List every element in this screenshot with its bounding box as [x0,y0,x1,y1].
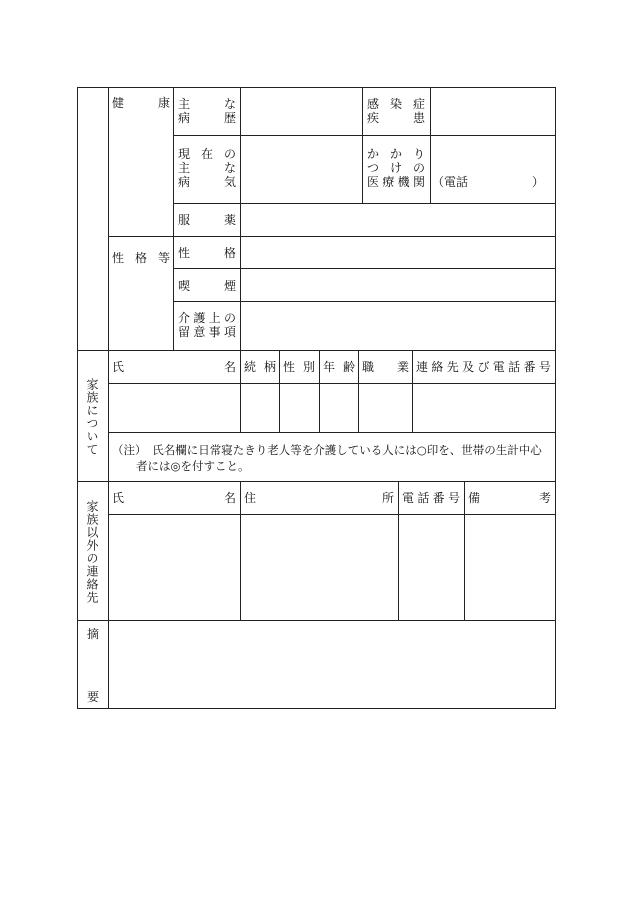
summary-label-top: 摘 [87,627,100,641]
family-header-gender: 性 別 [283,360,315,374]
family-note-line1: （注） 氏名欄に日常寝たきり老人等を介護している人には○印を、世帯の生計中心 [112,443,542,457]
others-header-address: 住 所 [244,491,394,505]
others-header-phone: 電 話 番 号 [402,491,460,505]
current-illness-label: 現 在 の 主 な 病 気 [178,147,236,189]
medication-input[interactable] [241,204,554,235]
infectious-disease-label: 感 染 症 疾 患 [367,97,425,125]
current-illness-input[interactable] [241,136,361,202]
family-header-age: 年 齢 [323,360,355,374]
others-entry-row[interactable] [109,515,555,619]
family-section-label: 家族について [85,378,99,456]
care-notes-input[interactable] [241,302,554,349]
summary-input[interactable] [109,621,555,707]
summary-label-bottom: 要 [87,690,100,704]
family-doctor-label: か か り つ け の 医 療 機 関 [367,147,425,189]
family-header-relation: 続 柄 [244,360,276,374]
family-note-line2: 者には◎を付すこと。 [136,459,250,473]
smoking-input[interactable] [241,269,554,300]
smoking-label: 喫 煙 [178,279,236,293]
phone-field[interactable]: （電話 ） [432,175,544,189]
character-input[interactable] [241,237,554,267]
family-header-name: 氏 名 [112,360,236,374]
health-label: 健 康 [112,96,170,110]
family-header-job: 職 業 [362,360,409,374]
family-header-contact: 連 絡 先 及 び 電 話 番 号 [416,360,551,374]
medication-label: 服 薬 [178,213,236,227]
others-header-remarks: 備 考 [468,491,551,505]
main-history-label: 主 な 病 歴 [178,97,236,125]
others-section-label: 家族以外の連絡先 [85,500,99,604]
character-label: 性 格 [178,246,236,260]
personality-label: 性 格 等 [112,251,170,265]
family-entry-row[interactable] [109,384,555,431]
main-history-input[interactable] [241,88,361,134]
care-notes-label: 介 護 上 の 留 意 事 項 [178,311,236,339]
infectious-disease-input[interactable] [431,88,554,134]
others-header-name: 氏 名 [112,491,236,505]
